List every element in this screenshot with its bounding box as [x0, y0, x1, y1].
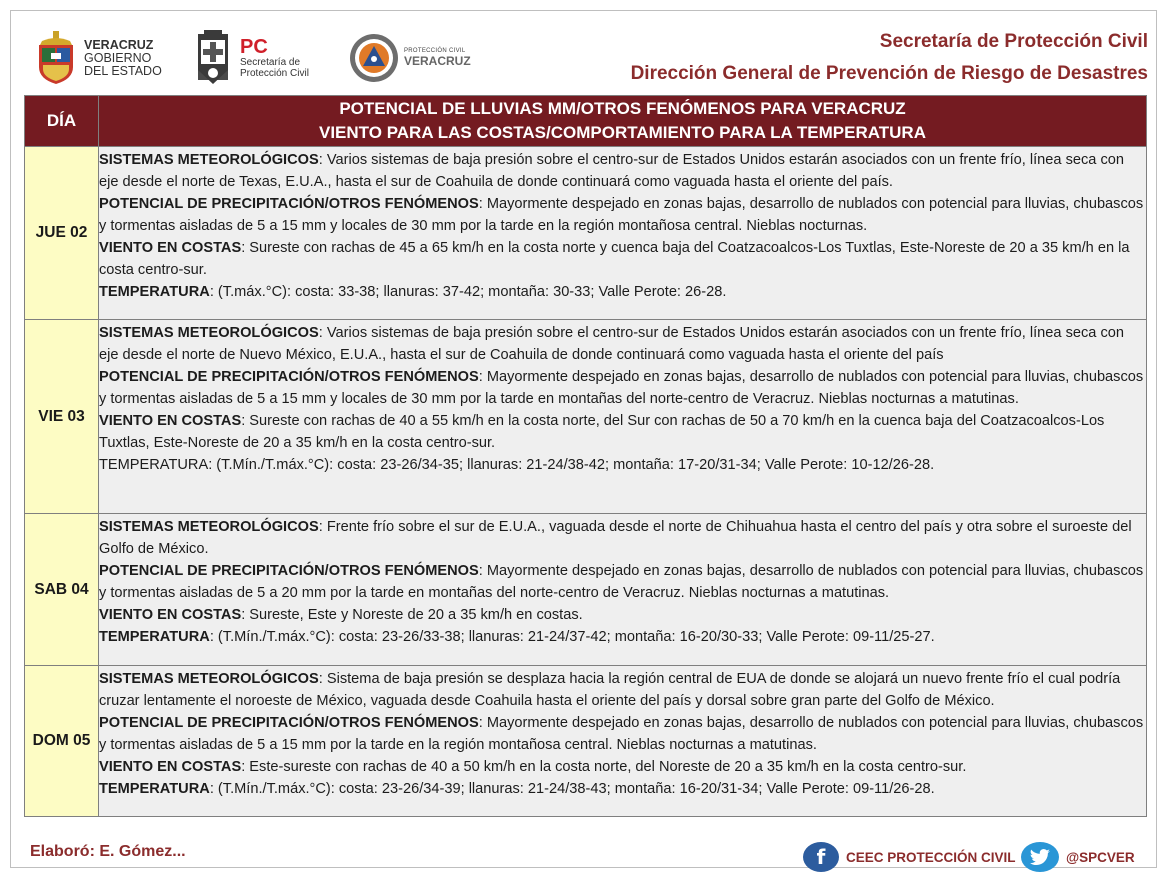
day-column-header: DÍA — [25, 96, 99, 147]
systems-text: : Varios sistemas de baja presión sobre el centro-sur de Estados Unidos estarán asociados con un frente frío, línea seca con eje desde el norte de Texas, E.U.A., hasta el sur de Coahuila de donde continuará como vaguada hasta el oriente del país. — [99, 152, 1124, 190]
veracruz-logo — [34, 31, 194, 85]
precipitation-text: : Mayormente despejado en zonas bajas, desarrollo de nublados con potencial para lluvias, chubascos y tormentas aisladas de 5 a 15 mm por la tarde en la región montañosa central. Nieblas nocturnas a matutinas. — [99, 715, 1144, 753]
header-titles — [631, 30, 1148, 89]
table-row — [25, 666, 1147, 817]
day-cell: SAB 04 — [25, 514, 99, 666]
precipitation-text: : Mayormente despejado en zonas bajas, desarrollo de nublados con potencial para lluvias, chubascos y tormentas aisladas de 5 a 15 mm y locales de 30 mm por la tarde en la región montañosa central. Nieblas nocturnas. — [99, 196, 1144, 234]
veracruz-logo-line3: DEL ESTADO — [84, 63, 162, 78]
systems-label: SISTEMAS METEOROLÓGICOS — [99, 519, 319, 535]
secretariat-title: Secretaría de Protección Civil — [879, 31, 1148, 52]
pc-veracruz-logo-big: VERACRUZ — [404, 54, 471, 68]
precipitation-label: POTENCIAL DE PRECIPITACIÓN/OTROS FENÓMENOS — [99, 563, 479, 579]
wind-text: : Este-sureste con rachas de 40 a 50 km/h en la costa norte, del Noreste de 20 a 35 km/h en la costa centro-sur. — [241, 759, 967, 775]
twitter-label: @SPCVER — [1066, 849, 1135, 865]
wind-paragraph — [99, 410, 1146, 454]
systems-paragraph — [99, 668, 1146, 712]
twitter-icon — [1021, 842, 1059, 872]
wind-paragraph — [99, 237, 1146, 281]
wind-paragraph — [99, 604, 1146, 626]
forecast-column-header — [99, 96, 1147, 147]
facebook-icon: f — [803, 842, 839, 872]
temperature-text: : (T.Mín./T.máx.°C): costa: 23-26/34-35; llanuras: 21-24/38-42; montaña: 17-20/31-34; Valle Perote: 10-12/26-28. — [208, 457, 935, 473]
precipitation-label: POTENCIAL DE PRECIPITACIÓN/OTROS FENÓMENOS — [99, 369, 479, 385]
pc-veracruz-logo-small: PROTECCIÓN CIVIL — [404, 48, 466, 54]
systems-text: : Varios sistemas de baja presión sobre el centro-sur de Estados Unidos estarán asociados con un frente frío, línea seca con eje desde el norte de Nuevo México, E.U.A., hasta el sur de Coahuila de donde continuará como vaguada hasta el oriente del país — [99, 325, 1124, 363]
author-credit: Elaboró: E. Gómez... — [30, 843, 186, 860]
temperature-label: TEMPERATURA — [99, 781, 210, 797]
temperature-text: : (T.Mín./T.máx.°C): costa: 23-26/34-39; llanuras: 21-24/38-43; montaña: 16-20/31-34; Valle Perote: 09-11/26-28. — [209, 781, 935, 797]
temperature-label: TEMPERATURA — [99, 284, 210, 300]
forecast-cell — [99, 514, 1147, 666]
wind-paragraph — [99, 756, 1146, 778]
forecast-table — [24, 95, 1147, 817]
systems-text: : Sistema de baja presión se desplaza hacia la región central de EUA de donde se alojará un nuevo frente frío el cual podría cruzar lentamente el noroeste de México, vaguada desde Coahuila hasta el oriente del país y dorsal sobre gran parte del Golfo de México. — [99, 671, 1121, 709]
precipitation-paragraph — [99, 712, 1146, 756]
precipitation-text: : Mayormente despejado en zonas bajas, desarrollo de nublados con potencial para lluvias, chubascos y tormentas aisladas de 5 a 20 mm por la tarde en montañas del norte-centro de Veracruz. Nieblas nocturnas a matutinas. — [99, 563, 1144, 601]
pc-logo — [192, 30, 352, 86]
temperature-paragraph — [99, 281, 1146, 303]
wind-label: VIENTO EN COSTAS — [99, 240, 242, 256]
precipitation-text: : Mayormente despejado en zonas bajas, desarrollo de nublados con potencial para lluvias, chubascos y tormentas aisladas de 5 a 15 mm y locales de 30 mm por la tarde en montañas del norte-centro de Veracruz. Nieblas nocturnas a matutinas. — [99, 369, 1144, 407]
facebook-link[interactable] — [803, 842, 1016, 872]
precipitation-paragraph — [99, 193, 1146, 237]
pc-logo-line2: Protección Civil — [240, 68, 309, 79]
precipitation-label: POTENCIAL DE PRECIPITACIÓN/OTROS FENÓMENOS — [99, 196, 479, 212]
forecast-cell — [99, 666, 1147, 817]
forecast-header-line1: POTENCIAL DE LLUVIAS MM/OTROS FENÓMENOS PARA VERACRUZ — [339, 99, 906, 118]
precipitation-label: POTENCIAL DE PRECIPITACIÓN/OTROS FENÓMENOS — [99, 715, 479, 731]
table-row — [25, 514, 1147, 666]
header-logos — [34, 28, 488, 88]
systems-label: SISTEMAS METEOROLÓGICOS — [99, 671, 319, 687]
day-cell: JUE 02 — [25, 147, 99, 320]
systems-label: SISTEMAS METEOROLÓGICOS — [99, 152, 319, 168]
systems-paragraph — [99, 322, 1146, 366]
wind-label: VIENTO EN COSTAS — [99, 607, 242, 623]
day-cell: VIE 03 — [25, 320, 99, 514]
table-row — [25, 320, 1147, 514]
directorate-title: Dirección General de Prevención de Riesgo de Desastres — [630, 63, 1148, 84]
precipitation-paragraph — [99, 560, 1146, 604]
temperature-text: : (T.Mín./T.máx.°C): costa: 23-26/33-38; llanuras: 21-24/37-42; montaña: 16-20/30-33; Valle Perote: 09-11/25-27. — [209, 629, 935, 645]
temperature-text: : (T.máx.°C): costa: 33-38; llanuras: 37-42; montaña: 30-33; Valle Perote: 26-28. — [209, 284, 727, 300]
systems-paragraph — [99, 516, 1146, 560]
veracruz-shield-icon — [34, 31, 78, 85]
pc-shield-icon — [192, 30, 234, 86]
wind-text: : Sureste con rachas de 45 a 65 km/h en la costa norte y cuenca baja del Coatzacoalcos-Los Tuxtlas, Este-Noreste de 20 a 35 km/h en la costa centro-sur. — [99, 240, 1130, 278]
forecast-header-line2: VIENTO PARA LAS COSTAS/COMPORTAMIENTO PARA LA TEMPERATURA — [319, 123, 926, 142]
wind-text: : Sureste con rachas de 40 a 55 km/h en la costa norte, del Sur con rachas de 50 a 70 km/h en la cuenca baja del Coatzacoalcos-Los Tuxtlas, Este-Noreste de 20 a 35 km/h en la costa centro-sur. — [99, 413, 1105, 451]
wind-label: VIENTO EN COSTAS — [99, 759, 242, 775]
temperature-paragraph — [99, 778, 1146, 800]
temperature-paragraph — [99, 454, 1146, 476]
temperature-label: TEMPERATURA — [99, 629, 210, 645]
pc-logo-line1: Secretaría de — [240, 57, 301, 68]
table-header-row — [25, 96, 1147, 147]
systems-label: SISTEMAS METEOROLÓGICOS — [99, 325, 319, 341]
table-row — [25, 147, 1147, 320]
pc-veracruz-logo — [348, 32, 488, 84]
wind-text: : Sureste, Este y Noreste de 20 a 35 km/h en costas. — [241, 607, 583, 623]
veracruz-logo-line2: GOBIERNO — [84, 50, 152, 65]
wind-label: VIENTO EN COSTAS — [99, 413, 242, 429]
systems-text: : Frente frío sobre el sur de E.U.A., vaguada desde el norte de Chihuahua hasta el centro del país y otra sobre el suroeste del Golfo de México. — [99, 519, 1132, 557]
day-cell: DOM 05 — [25, 666, 99, 817]
twitter-link[interactable] — [1021, 842, 1135, 872]
systems-paragraph — [99, 149, 1146, 193]
temperature-paragraph — [99, 626, 1146, 648]
civil-protection-emblem-icon — [348, 32, 400, 84]
forecast-cell — [99, 320, 1147, 514]
precipitation-paragraph — [99, 366, 1146, 410]
veracruz-logo-line1: VERACRUZ — [84, 37, 154, 52]
pc-logo-mark: PC — [240, 36, 268, 58]
facebook-label: CEEC PROTECCIÓN CIVIL — [846, 849, 1016, 865]
forecast-cell — [99, 147, 1147, 320]
temperature-label: TEMPERATURA — [99, 457, 209, 473]
